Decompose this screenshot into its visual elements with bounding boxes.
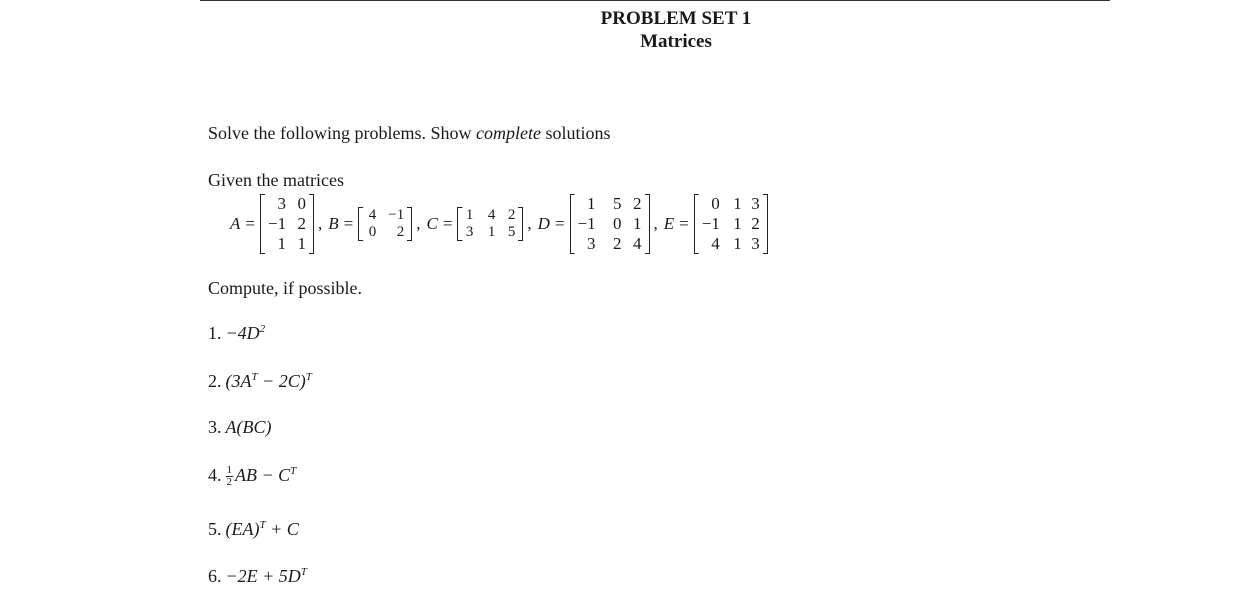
fraction-denominator: 2 (226, 476, 232, 489)
matrix-cell: −1 (388, 207, 405, 223)
matrix-cell: 2 (633, 194, 642, 213)
problem-number: 5. (208, 519, 222, 539)
matrix-cell: 4 (711, 234, 720, 253)
compute-label: Compute, if possible. (208, 278, 362, 298)
matrix-b-body (358, 207, 412, 241)
problem-sup: T (290, 465, 297, 477)
matrix-c-name: C (426, 214, 438, 233)
problem-expr: (EA) (225, 519, 260, 539)
matrix-cell: 1 (277, 234, 286, 253)
matrix-cell: 0 (613, 214, 622, 233)
matrix-cell: 2 (297, 214, 306, 233)
problem-3 (208, 417, 271, 438)
problem-expr: (3A (225, 371, 252, 391)
matrix-cell: 1 (587, 194, 596, 213)
matrix-cell: 3 (465, 224, 474, 240)
problem-sup: T (251, 371, 258, 383)
matrix-cell: 2 (507, 207, 516, 223)
matrix-a-body (260, 194, 314, 254)
matrix-e-name: E (663, 214, 675, 233)
matrix-definitions (230, 192, 768, 256)
matrix-d-body (570, 194, 650, 254)
problem-2 (208, 371, 312, 392)
matrix-cell: 0 (297, 194, 306, 213)
matrix-a-name: A (230, 214, 241, 233)
matrix-e: E = 0 1 3 −1 1 2 4 1 3 (664, 194, 768, 254)
matrix-cell: 1 (733, 194, 742, 213)
problem-4 (208, 465, 296, 488)
fraction-numerator: 1 (226, 464, 232, 477)
problem-1 (208, 323, 265, 344)
fraction (226, 465, 234, 488)
problem-expr: AB − C (235, 465, 291, 485)
matrix-cell: 0 (368, 224, 377, 240)
top-rule (200, 0, 1110, 1)
matrix-cell: 4 (487, 207, 496, 223)
problem-sup: T (259, 519, 266, 531)
matrix-cell: 3 (587, 234, 596, 253)
problem-expr: −2E + 5D (225, 566, 301, 586)
matrix-cell: 1 (633, 214, 642, 233)
matrix-cell: 3 (751, 194, 760, 213)
matrix-cell: −1 (701, 214, 720, 233)
given-label: Given the matrices (208, 170, 344, 190)
matrix-cell: 2 (751, 214, 760, 233)
instructions-emphasis: complete (476, 123, 541, 143)
matrix-d: D = 1 5 2 −1 0 1 3 2 4 , (537, 194, 658, 253)
problem-number: 3. (208, 417, 222, 437)
matrix-d-name: D (537, 214, 550, 233)
matrix-cell: −1 (267, 214, 287, 233)
matrix-cell: 1 (733, 234, 742, 253)
problem-number: 4. (208, 465, 222, 485)
problem-number: 1. (208, 323, 222, 343)
problem-expr-tail: + C (265, 519, 299, 539)
matrix-e-body (694, 194, 768, 254)
problem-expr-tail: − 2C) (257, 371, 306, 391)
problem-number: 2. (208, 371, 222, 391)
problem-6 (208, 566, 307, 587)
matrix-b-name: B (328, 214, 339, 233)
instructions-prefix: Solve the following problems. Show (208, 123, 476, 143)
problem-number: 6. (208, 566, 222, 586)
matrix-cell: 4 (633, 234, 642, 253)
matrix-c-body (457, 207, 523, 241)
matrix-cell: 3 (277, 194, 286, 213)
problem-expr: A(BC) (225, 417, 272, 437)
problem-sup-2: T (305, 371, 312, 383)
problem-sup: T (300, 566, 307, 578)
matrix-cell: 5 (613, 194, 622, 213)
page-subtitle: Matrices (640, 31, 712, 52)
instructions-suffix: solutions (540, 123, 611, 143)
matrix-cell: 3 (751, 234, 760, 253)
matrix-cell: 0 (711, 194, 720, 213)
instructions (208, 123, 610, 144)
matrix-cell: 2 (396, 224, 405, 240)
matrix-a: A = 3 0 −1 2 1 1 , (230, 194, 323, 253)
matrix-b: B = 4 −1 0 2 , (328, 207, 421, 240)
matrix-c: C = 1 4 2 3 1 5 , (426, 207, 532, 240)
problem-sup: 2 (259, 323, 266, 335)
page-title: PROBLEM SET 1 (600, 8, 752, 29)
problem-5 (208, 519, 299, 540)
matrix-cell: 5 (507, 224, 516, 240)
matrix-cell: 4 (368, 207, 377, 223)
matrix-cell: 1 (487, 224, 496, 240)
matrix-cell: 1 (297, 234, 306, 253)
problem-expr: −4D (225, 323, 260, 343)
matrix-cell: 2 (613, 234, 622, 253)
matrix-cell: 1 (465, 207, 474, 223)
matrix-cell: −1 (577, 214, 596, 233)
matrix-cell: 1 (733, 214, 742, 233)
